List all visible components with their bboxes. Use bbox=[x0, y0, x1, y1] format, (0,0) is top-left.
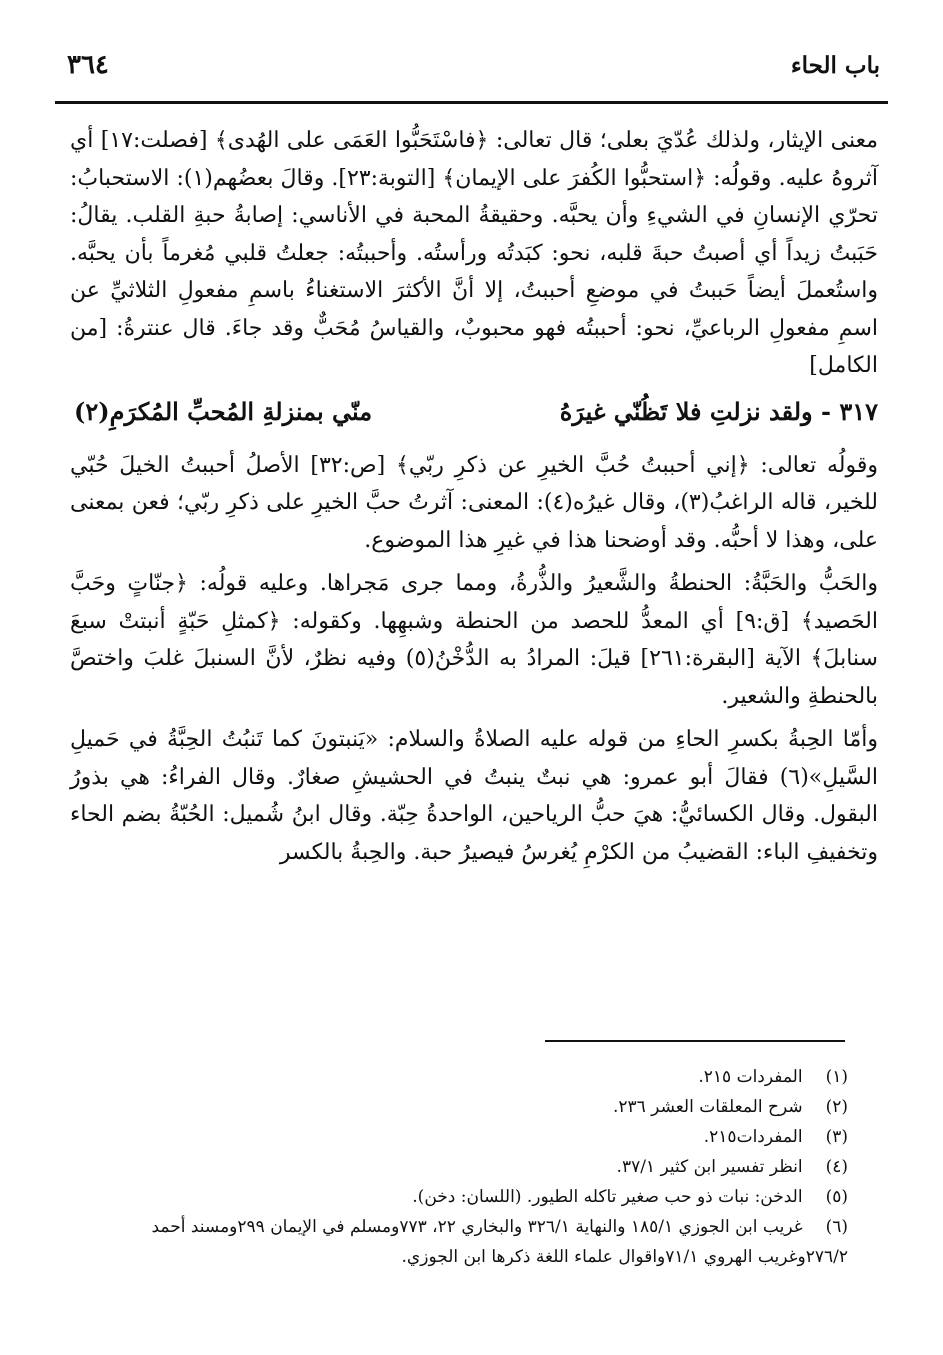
footnote-text: المفردات٢١٥. bbox=[703, 1127, 803, 1147]
chapter-title: باب الحاء bbox=[790, 52, 880, 79]
paragraph: والحَبُّ والحَبَّةُ: الحنطةُ والشَّعيرُ والذُّرةُ، ومما جرى مَجراها. وعليه قولُه: ﴿جنّاتٍ وحَبَّ الحَصيد﴾ [ق:٩] أي المعدُّ للحصد من الحنطة وشبهِها. وكقوله: ﴿كمثلِ حَبّةٍ أنبتتْ سبعَ سنابلَ﴾ الآية [البقرة:٢٦١] قيلَ: المرادُ به الدُّخْنُ(٥) وفيه نظرٌ، لأنَّ السنبلَ غلبَ واختصَّ بالحنطةِ والشعير. bbox=[70, 571, 879, 709]
footnote-text: المفردات ٢١٥. bbox=[698, 1067, 803, 1087]
footnote-number: (١) bbox=[825, 1067, 848, 1087]
footnote-text: شرح المعلقات العشر ٢٣٦. bbox=[612, 1097, 803, 1117]
verse-first-hemistich: ٣١٧ - ولقد نزلتِ فلا تَظُنّي غيرَهُ bbox=[559, 396, 878, 426]
paragraph: وقولُه تعالى: ﴿إني أحببتُ حُبَّ الخيرِ عن ذكرِ ربّي﴾ [ص:٣٢] الأصلُ أحببتُ الخيلَ حُبّي للخير، قاله الراغبُ(٣)، وقال غيرُه(٤): المعنى: آثرتُ حبَّ الخيرِ على ذكرِ ربّي؛ فعن بمعنى على، وهذا لا أحبُّه. وقد أوضحنا هذا في غيرِ هذا الموضوع. bbox=[70, 452, 879, 553]
footnote-text: انظر تفسير ابن كثير ٣٧/١. bbox=[616, 1157, 803, 1177]
footnotes bbox=[70, 1062, 848, 1272]
verse-second-hemistich: منّي بمنزلةِ المُحبِّ المُكرَمِ(٢) bbox=[74, 396, 373, 426]
footnote-item bbox=[70, 1152, 848, 1182]
footnote-text: غريب ابن الجوزي ١٨٥/١ والنهاية ٣٢٦/١ والبخاري ٢٢، ٧٧٣ومسلم في الإيمان ٢٩٩ومسند أحمد ٢٧٦/٢وغريب الهروي ٧١/١واقوال علماء اللغة ذكرها ابن الجوزي. bbox=[151, 1217, 848, 1267]
footnote-item bbox=[70, 1092, 848, 1122]
main-text bbox=[70, 122, 878, 871]
paragraph: معنى الإيثار، ولذلك عُدّيَ بعلى؛ قال تعالى: ﴿فاسْتَحَبُّوا العَمَى على الهُدى﴾ [فصلت:١٧] أي آثروهُ عليه. وقولُه: ﴿استحبُّوا الكُفرَ على الإيمان﴾ [التوبة:٢٣]. وقالَ بعضُهم(١): الاستحبابُ: تحرّي الإنسانِ في الشيءِ وأن يحبَّه. وحقيقةُ المحبة في الأناسي: إصابةُ حبةِ القلب. يقالُ: حَبَبتُ زيداً أي أصبتُ حبةَ قلبه، نحو: كبَدتُه ورأستُه. وأحببتُه: جعلتُ قلبي مُغرماً بأن يحبَّه. واستُعملَ أيضاً حَببتُ في موضعِ أحببتُ، إلا أنَّ الأكثرَ الاستغناءُ باسمِ مفعولِ الثلاثيِّ عن اسمِ مفعولِ الرباعيِّ، نحو: أحببتُه فهو محبوبٌ، والقياسُ مُحَبٌّ وقد جاءَ. قال عنترةُ: [من الكامل] bbox=[70, 128, 878, 378]
header-divider bbox=[55, 101, 888, 104]
footnote-number: (٥) bbox=[825, 1187, 848, 1207]
page-header bbox=[55, 48, 888, 104]
footnote-number: (٦) bbox=[825, 1217, 848, 1237]
footnote-number: (٤) bbox=[825, 1157, 848, 1177]
footnote-item bbox=[70, 1182, 848, 1212]
footnote-text: الدخن: نبات ذو حب صغير تاكله الطيور. (اللسان: دخن). bbox=[412, 1187, 803, 1207]
poetry-verse bbox=[70, 397, 878, 437]
footnote-item bbox=[70, 1122, 848, 1152]
footnote-item bbox=[70, 1062, 848, 1092]
footnote-item bbox=[70, 1212, 848, 1272]
page-number: ٣٦٤ bbox=[67, 50, 109, 80]
footnote-number: (٢) bbox=[825, 1097, 848, 1117]
footnote-number: (٣) bbox=[825, 1127, 848, 1147]
footnote-divider bbox=[545, 1040, 845, 1042]
paragraph: وأمّا الحِبةُ بكسرِ الحاءِ من قوله عليه الصلاةُ والسلام: «يَنبتونَ كما تَنبُتُ الحِبَّةُ في حَميلِ السَّيلِ»(٦) فقالَ أبو عمرو: هي نبتٌ ينبتُ في الحشيشِ صغارٌ. وقال الفراءُ: هي بذورُ البقول. وقال الكسائيُّ: هيَ حبُّ الرياحين، الواحدةُ حِبّة. وقال ابنُ شُميل: الحُبّةُ بضم الحاء وتخفيفِ الباء: القضيبُ من الكرْمِ يُغرسُ فيصيرُ حبة. والحِبةُ بالكسر bbox=[70, 727, 878, 865]
